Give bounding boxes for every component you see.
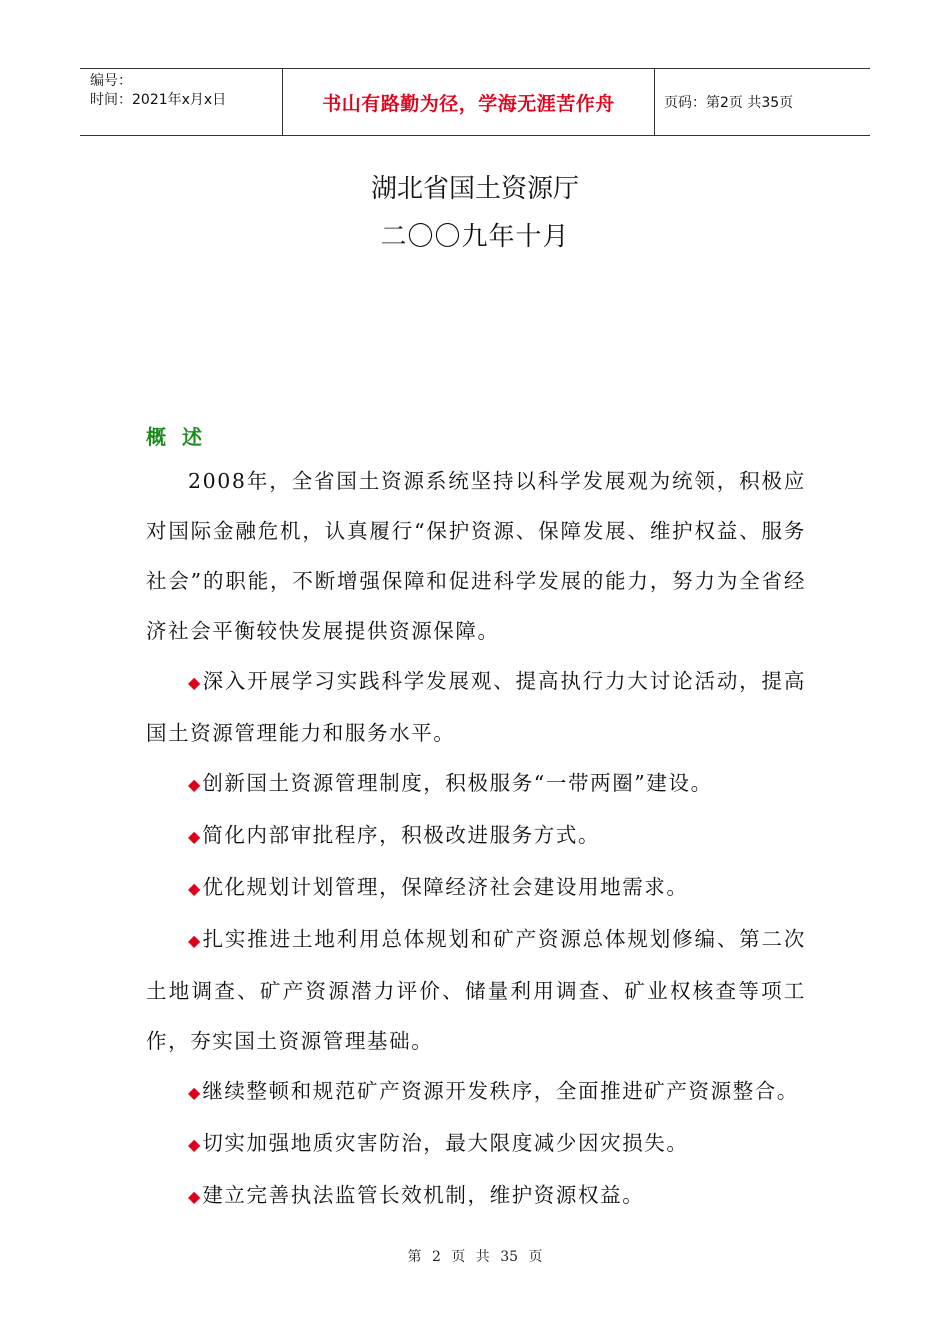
section-heading: 概述	[146, 425, 218, 449]
header-motto-cell	[282, 69, 655, 135]
header-meta	[80, 69, 282, 135]
diamond-icon: ◆	[188, 879, 203, 898]
header-motto: 书山有路勤为径，学海无涯苦作舟	[322, 92, 615, 115]
header-page-info: 页码：第2页 共35页	[664, 95, 794, 111]
bullet-list	[146, 656, 806, 1222]
time-label: 时间：2021年x月x日	[90, 92, 227, 108]
list-item: ◆深入开展学习实践科学发展观、提高执行力大讨论活动，提高国土资源管理能力和服务水平。	[146, 669, 807, 745]
diamond-icon: ◆	[188, 827, 203, 846]
document-date: 二〇〇九年十月	[380, 222, 570, 252]
diamond-icon: ◆	[188, 1083, 203, 1102]
list-item: ◆继续整顿和规范矿产资源开发秩序，全面推进矿产资源整合。	[188, 1079, 800, 1103]
list-item: ◆切实加强地质灾害防治，最大限度减少因灾损失。	[188, 1131, 689, 1155]
number-label: 编号：	[90, 73, 132, 89]
list-item: ◆优化规划计划管理，保障经济社会建设用地需求。	[188, 875, 689, 899]
diamond-icon: ◆	[188, 775, 203, 794]
diamond-icon: ◆	[188, 1187, 203, 1206]
diamond-icon: ◆	[188, 1135, 203, 1154]
list-item: ◆简化内部审批程序，积极改进服务方式。	[188, 823, 601, 847]
intro-paragraph: 2008年，全省国土资源系统坚持以科学发展观为统领，积极应对国际金融危机，认真履行“保护资源、保障发展、维护权益、服务社会”的职能，不断增强保障和促进科学发展的能力，努力为全省经济社会平衡较快发展提供资源保障。	[146, 469, 806, 643]
organization-title: 湖北省国土资源厅	[370, 174, 579, 204]
page-footer: 第 2 页 共 35 页	[407, 1249, 543, 1265]
list-item: ◆建立完善执法监管长效机制，维护资源权益。	[188, 1183, 645, 1207]
list-item: ◆创新国土资源管理制度，积极服务“一带两圈”建设。	[188, 771, 713, 795]
document-header	[80, 68, 870, 136]
list-item: ◆扎实推进土地利用总体规划和矿产资源总体规划修编、第二次土地调查、矿产资源潜力评价、储量利用调查、矿业权核查等项工作，夯实国土资源管理基础。	[146, 927, 807, 1053]
diamond-icon: ◆	[188, 931, 203, 950]
diamond-icon: ◆	[188, 673, 203, 692]
